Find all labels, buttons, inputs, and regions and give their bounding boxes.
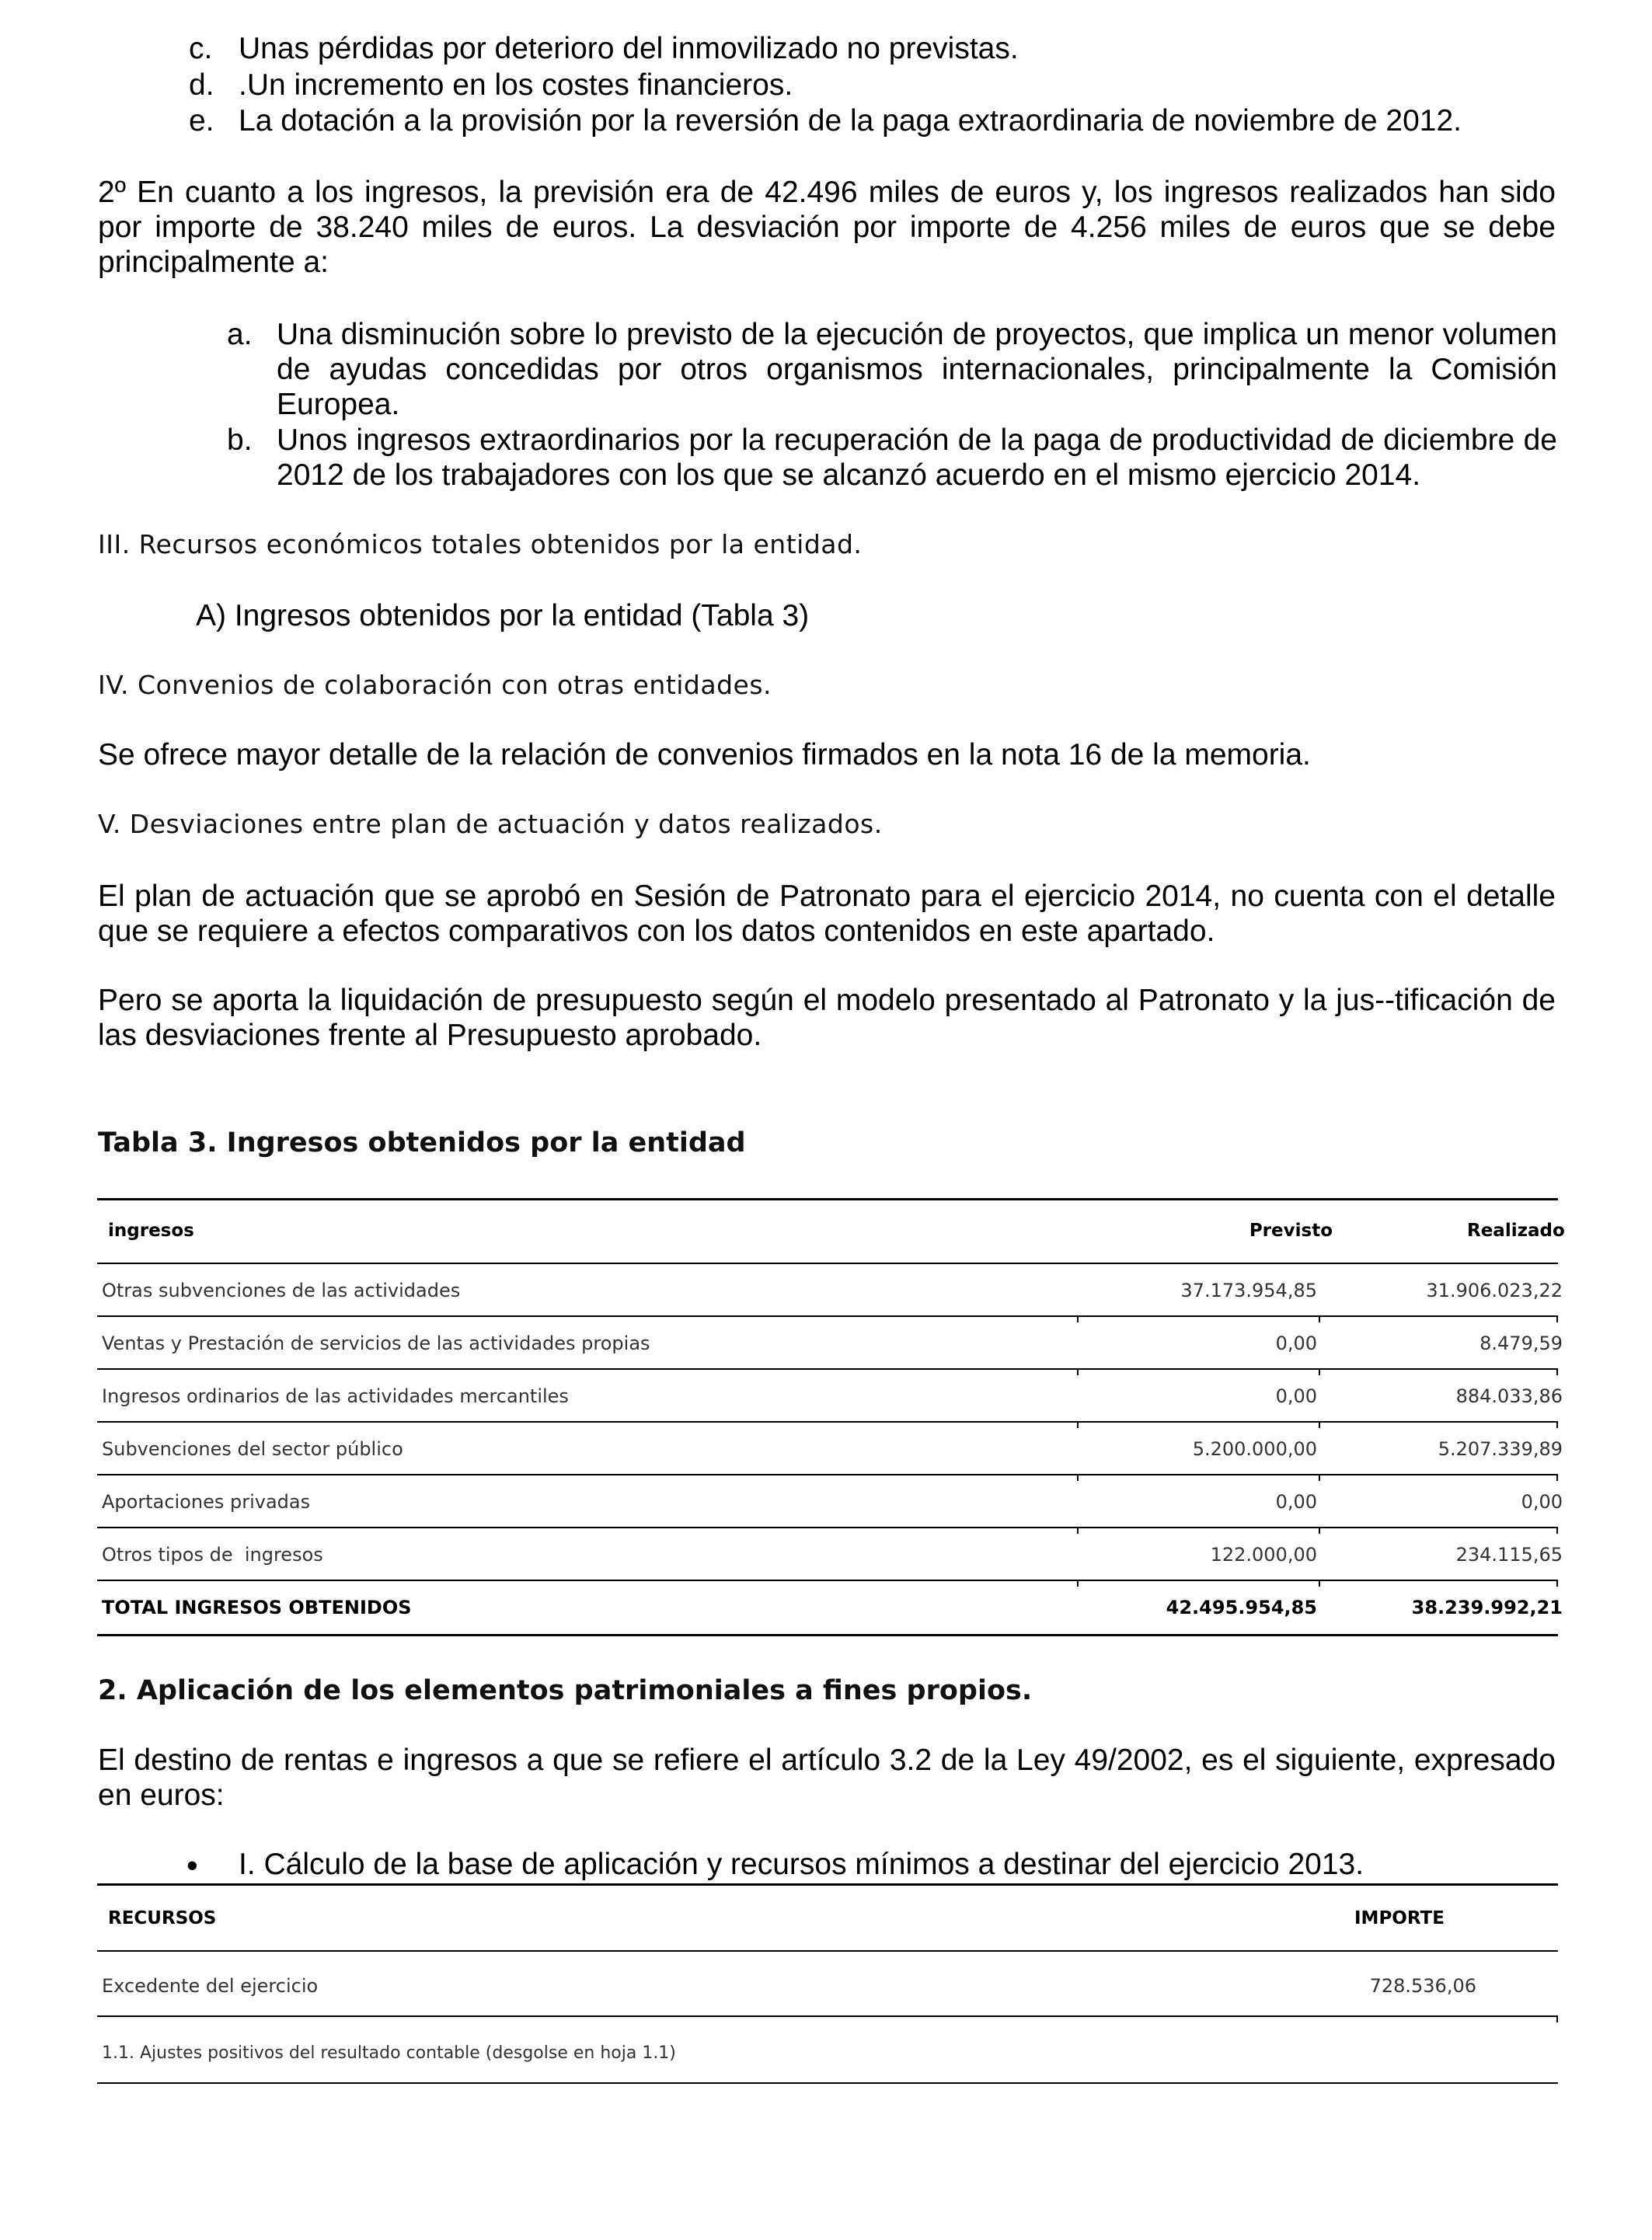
table-tick bbox=[1556, 1580, 1558, 1587]
section-heading-2: 2. Aplicación de los elementos patrimoniales a fines propios. bbox=[98, 1675, 1033, 1706]
table-cell-previsto: 37.173.954,85 bbox=[1180, 1280, 1317, 1301]
table-tick bbox=[1077, 1421, 1079, 1428]
table-header-ingresos: ingresos bbox=[108, 1221, 194, 1241]
table-cell-label: Subvenciones del sector público bbox=[102, 1438, 403, 1460]
table-rule bbox=[97, 1950, 1558, 1952]
table-rule bbox=[97, 1883, 1558, 1886]
income-table bbox=[97, 1198, 1565, 1637]
table-rule bbox=[97, 1580, 1558, 1581]
table-tick bbox=[1319, 1527, 1320, 1534]
table-cell-realizado: 884.033,86 bbox=[1455, 1385, 1563, 1407]
table-cell-realizado: 5.207.339,89 bbox=[1438, 1438, 1563, 1460]
table-rule bbox=[97, 2015, 1558, 2017]
bullet-calculo: I. Cálculo de la base de aplicación y recursos mínimos a destinar del ejercicio 2013. bbox=[239, 1848, 1364, 1881]
table-cell-label: Aportaciones privadas bbox=[102, 1491, 311, 1513]
table-cell-label: Excedente del ejercicio bbox=[102, 1975, 319, 1997]
list-text: Unos ingresos extraordinarios por la recuperación de la paga de productividad de diciembre de 2012 de los trabajadores con los que se alcanzó acuerdo en el mismo ejercicio 2014. bbox=[277, 423, 1557, 492]
table-rule bbox=[97, 1315, 1558, 1317]
table-rule bbox=[97, 1634, 1558, 1636]
list-text: La dotación a la provisión por la reversión de la paga extraordinaria de noviembre de 2012. bbox=[239, 104, 1462, 138]
table-tick bbox=[1556, 1368, 1558, 1375]
table-tick bbox=[1319, 1421, 1320, 1428]
list-item-d bbox=[189, 68, 1572, 103]
table-header-importe: IMPORTE bbox=[1354, 1908, 1445, 1928]
table-cell-previsto: 5.200.000,00 bbox=[1192, 1438, 1317, 1460]
table-tick bbox=[1077, 1527, 1079, 1534]
table-tick bbox=[1556, 2015, 1558, 2022]
subheading-ingresos: A) Ingresos obtenidos por la entidad (Tabla 3) bbox=[196, 599, 810, 632]
table-header-realizado: Realizado bbox=[1467, 1221, 1565, 1241]
table-tick bbox=[1319, 1315, 1320, 1322]
table-rule bbox=[97, 1198, 1558, 1200]
table-cell-realizado: 31.906.023,22 bbox=[1426, 1280, 1563, 1301]
table-header-previsto: Previsto bbox=[1249, 1221, 1333, 1241]
table-cell-label: Otras subvenciones de las actividades bbox=[102, 1280, 461, 1301]
table-header-recursos: RECURSOS bbox=[108, 1908, 217, 1928]
table-tick bbox=[1077, 1368, 1079, 1375]
table-cell-realizado: 8.479,59 bbox=[1479, 1333, 1563, 1354]
list-marker: c. bbox=[189, 32, 213, 65]
table-rule bbox=[97, 2082, 1558, 2084]
table-rule bbox=[97, 1263, 1558, 1264]
list-item-b bbox=[227, 423, 1557, 494]
table-tick bbox=[1077, 1315, 1079, 1322]
list-marker: b. bbox=[227, 423, 253, 457]
table-title: Tabla 3. Ingresos obtenidos por la entidad bbox=[98, 1127, 746, 1158]
table-total-realizado: 38.239.992,21 bbox=[1411, 1597, 1563, 1618]
paragraph-ingresos: 2º En cuanto a los ingresos, la previsión era de 42.496 miles de euros y, los ingresos realizados han sido por importe de 38.240 miles de euros. La desviación por importe de 4.256 miles de euros que se debe principalmente a: bbox=[98, 176, 1556, 279]
table-rule bbox=[97, 1368, 1558, 1370]
bullet-icon: • bbox=[186, 1847, 198, 1883]
table-tick bbox=[1556, 1315, 1558, 1322]
paragraph-liquidacion: Pero se aporta la liquidación de presupuesto según el modelo presentado al Patronato y la jus--tificación de las desviaciones frente al Presupuesto aprobado. bbox=[98, 984, 1556, 1052]
table-cell-realizado: 0,00 bbox=[1521, 1491, 1563, 1513]
table-cell-label: 1.1. Ajustes positivos del resultado contable (desgolse en hoja 1.1) bbox=[102, 2043, 676, 2063]
section-heading-iii: III. Recursos económicos totales obtenidos por la entidad. bbox=[98, 529, 863, 559]
table-rule bbox=[97, 1474, 1558, 1475]
table-cell-label: Otros tipos de ingresos bbox=[102, 1544, 323, 1566]
table-cell-label: Ingresos ordinarios de las actividades mercantiles bbox=[102, 1385, 569, 1407]
table-tick bbox=[1319, 1368, 1320, 1375]
table-cell-previsto: 0,00 bbox=[1275, 1333, 1317, 1354]
table-total-label: TOTAL INGRESOS OBTENIDOS bbox=[102, 1597, 412, 1618]
section-heading-iv: IV. Convenios de colaboración con otras entidades. bbox=[98, 670, 772, 700]
list-text: .Un incremento en los costes financieros. bbox=[239, 68, 793, 102]
list-marker: e. bbox=[189, 104, 214, 138]
table-rule bbox=[97, 1421, 1558, 1423]
list-text: Una disminución sobre lo previsto de la ejecución de proyectos, que implica un menor volumen de ayudas concedidas por otros organismos internacionales, principalmente la Comisión Europea. bbox=[277, 318, 1557, 421]
list-marker: d. bbox=[189, 68, 214, 102]
table-tick bbox=[1077, 1580, 1079, 1587]
table-cell-previsto: 0,00 bbox=[1275, 1491, 1317, 1513]
table-tick bbox=[1556, 1421, 1558, 1428]
table-tick bbox=[1077, 1474, 1079, 1481]
table-cell-importe: 728.536,06 bbox=[1369, 1975, 1476, 1997]
table-tick bbox=[1556, 1527, 1558, 1534]
list-item-a bbox=[227, 317, 1557, 426]
paragraph-destino: El destino de rentas e ingresos a que se refiere el artículo 3.2 de la Ley 49/2002, es el siguiente, expresado en euros: bbox=[98, 1744, 1556, 1812]
table-cell-previsto: 0,00 bbox=[1275, 1385, 1317, 1407]
list-item-e bbox=[189, 103, 1572, 138]
table-cell-previsto: 122.000,00 bbox=[1210, 1544, 1317, 1566]
table-cell-label: Ventas y Prestación de servicios de las actividades propias bbox=[102, 1333, 650, 1354]
list-text: Unas pérdidas por deterioro del inmovilizado no previstas. bbox=[239, 32, 1019, 65]
list-marker: a. bbox=[227, 318, 253, 351]
paragraph-plan: El plan de actuación que se aprobó en Sesión de Patronato para el ejercicio 2014, no cuenta con el detalle que se requiere a efectos comparativos con los datos contenidos en este apartado. bbox=[98, 880, 1556, 948]
table-tick bbox=[1556, 1474, 1558, 1481]
table-cell-realizado: 234.115,65 bbox=[1455, 1544, 1563, 1566]
table-tick bbox=[1319, 1580, 1320, 1587]
table-tick bbox=[1319, 1474, 1320, 1481]
resources-table bbox=[97, 1883, 1558, 2085]
list-item-c bbox=[189, 31, 1572, 66]
table-total-previsto: 42.495.954,85 bbox=[1166, 1597, 1317, 1618]
table-rule bbox=[97, 1527, 1558, 1528]
paragraph-convenios: Se ofrece mayor detalle de la relación de convenios firmados en la nota 16 de la memoria. bbox=[98, 738, 1311, 772]
section-heading-v: V. Desviaciones entre plan de actuación y datos realizados. bbox=[98, 809, 883, 839]
